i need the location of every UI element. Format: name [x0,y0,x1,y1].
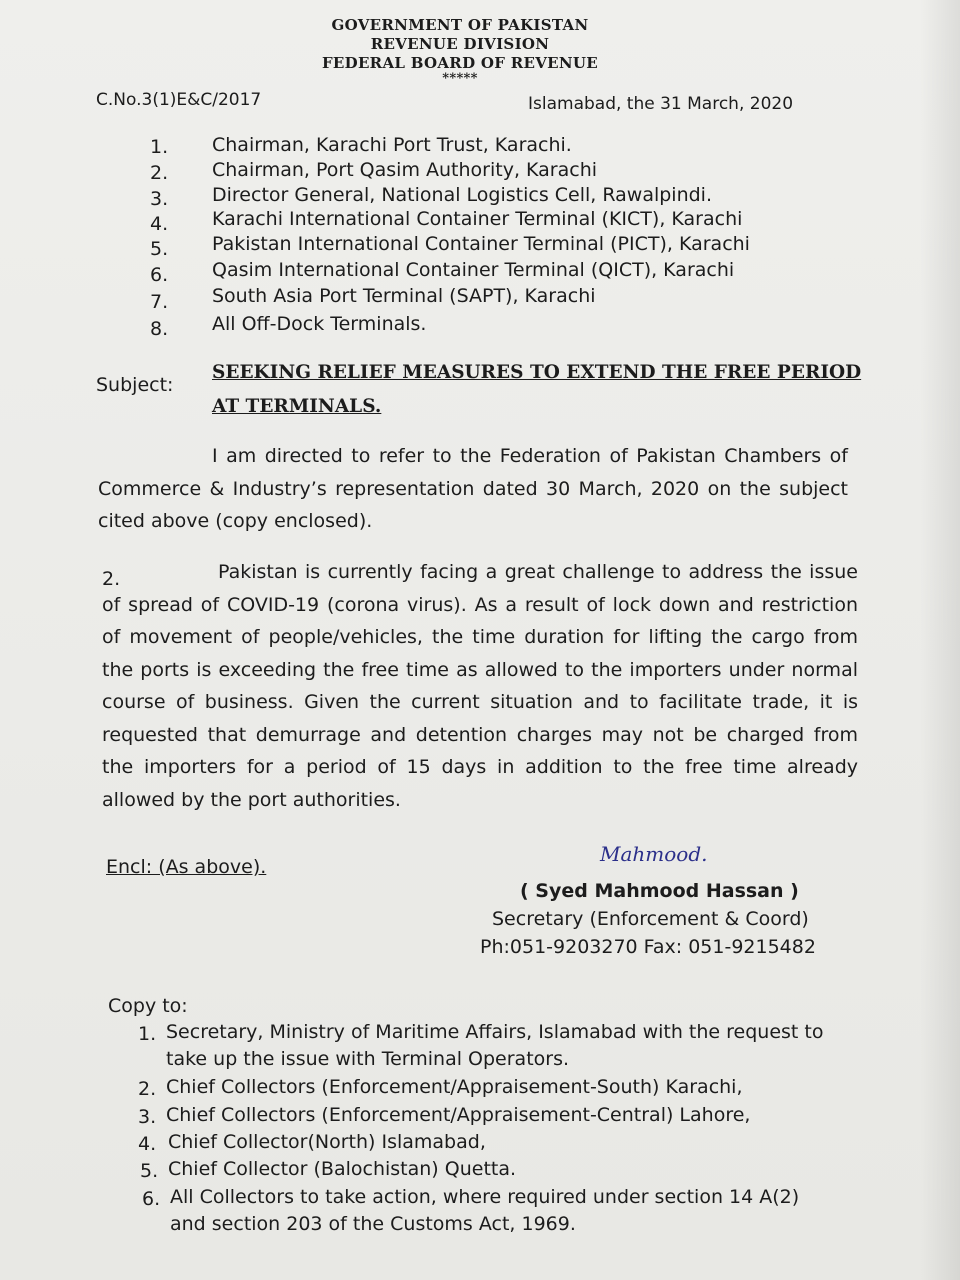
subject-line-2: AT TERMINALS. [212,396,382,417]
copy-to-label: Copy to: [108,995,188,1017]
enclosure-note: Encl: (As above). [106,856,267,878]
addressee-number: 8. [150,318,169,340]
addressee-number: 6. [150,264,169,286]
addressee-item: Chairman, Karachi Port Trust, Karachi. [212,134,572,156]
addressee-number: 4. [150,213,169,235]
signatory-contact: Ph:051-9203270 Fax: 051-9215482 [480,936,816,958]
copy-to-number: 6. [142,1188,161,1210]
addressee-number: 7. [150,291,169,313]
copy-to-number: 3. [138,1106,157,1128]
paragraph-2: Pakistan is currently facing a great challenge to address the issue of spread of COVID-19 (corona virus). As a result of lock down and restriction of movement of people/vehicles, the time duration for lifting the cargo from the ports is exceeding the free time as allowed to the importers under normal course of business. Given the current situation and to facilitate trade, it is requested that demurrage and detention charges may not be charged from the importers for a period of 15 days in addition to the free time already allowed by the port authorities. [102,561,858,811]
addressee-item: Karachi International Container Terminal (KICT), Karachi [212,208,743,230]
copy-to-item: All Collectors to take action, where required under section 14 A(2) [170,1186,800,1208]
copy-to-number: 4. [138,1133,157,1155]
addressee-item: Qasim International Container Terminal (QICT), Karachi [212,259,735,281]
copy-to-item: Chief Collector(North) Islamabad, [168,1131,486,1153]
paragraph-2-number: 2. [102,568,121,590]
copy-to-number: 5. [140,1160,159,1182]
signatory-title: Secretary (Enforcement & Coord) [492,908,809,930]
header-government: GOVERNMENT OF PAKISTAN [331,16,589,34]
header-division: REVENUE DIVISION [370,35,550,53]
signatory-name: ( Syed Mahmood Hassan ) [520,880,799,902]
header-stars: ***** [442,71,478,86]
addressee-number: 5. [150,238,169,260]
addressee-number: 2. [150,162,169,184]
header-board: FEDERAL BOARD OF REVENUE [321,54,599,72]
addressee-item: Pakistan International Container Terminal (PICT), Karachi [212,233,750,255]
copy-to-item-continued: take up the issue with Terminal Operators. [166,1048,570,1070]
copy-to-item-continued: and section 203 of the Customs Act, 1969. [170,1213,576,1235]
paragraph-1: I am directed to refer to the Federation of Pakistan Chambers of Commerce & Industry’s representation dated 30 March, 2020 on the subject cited above (copy enclosed). [98,445,848,532]
copy-to-number: 2. [138,1078,157,1100]
page-edge-shadow [920,0,960,1280]
subject-line-1: SEEKING RELIEF MEASURES TO EXTEND THE FREE PERIOD [212,362,862,383]
copy-to-item: Chief Collectors (Enforcement/Appraisement-South) Karachi, [166,1076,743,1098]
copy-to-item: Chief Collectors (Enforcement/Appraisement-Central) Lahore, [166,1104,751,1126]
addressee-item: Director General, National Logistics Cell, Rawalpindi. [212,184,713,206]
addressee-number: 3. [150,188,169,210]
addressee-item: South Asia Port Terminal (SAPT), Karachi [212,285,596,307]
letter-date: Islamabad, the 31 March, 2020 [528,94,794,114]
addressee-item: All Off-Dock Terminals. [212,313,427,335]
subject-label: Subject: [96,374,174,396]
addressee-item: Chairman, Port Qasim Authority, Karachi [212,159,598,181]
reference-number: C.No.3(1)E&C/2017 [96,90,262,110]
copy-to-item: Chief Collector (Balochistan) Quetta. [168,1158,517,1180]
copy-to-number: 1. [138,1023,157,1045]
handwritten-signature: Mahmood. [600,842,708,866]
addressee-number: 1. [150,136,169,158]
copy-to-item: Secretary, Ministry of Maritime Affairs, Islamabad with the request to [166,1021,824,1043]
